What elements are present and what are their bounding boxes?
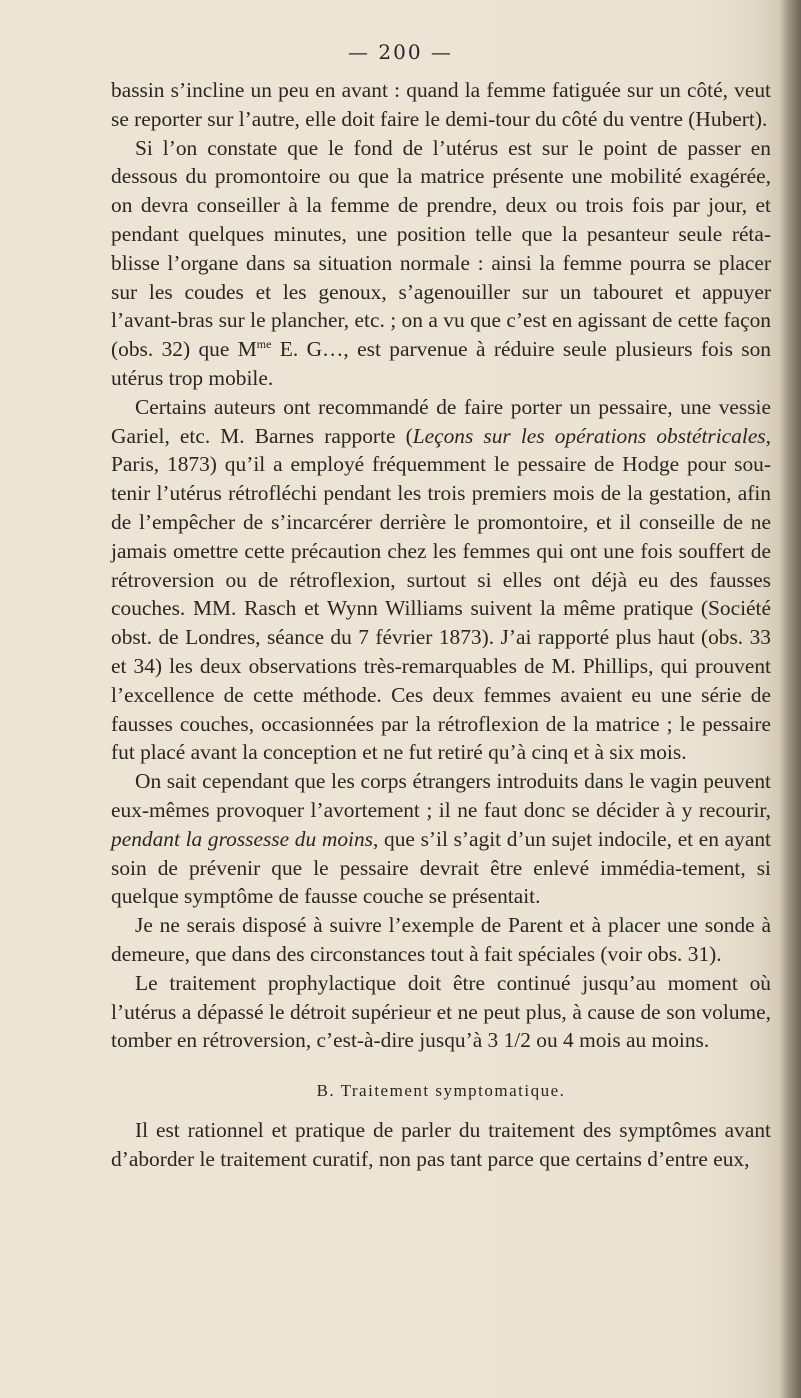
- paragraph-5: Je ne serais disposé à suivre l’exemple de Parent et à placer une sonde à demeure, que dans des circonstances tout à fait spéciales (voir obs. 31).: [111, 913, 771, 966]
- paragraph-1: bassin s’incline un peu en avant : quand la femme fatiguée sur un côté, veut se reporter sur l’autre, elle doit faire le demi-tour du côté du ventre (Hubert).: [111, 78, 771, 131]
- section-heading: B. Traitement symptomatique.: [316, 1081, 566, 1101]
- body-text: [111, 76, 771, 1173]
- paragraph-3-start: Certains auteurs ont recommandé de faire porter un pessaire, une vessie Gariel, etc. M. Barnes rapporte (: [111, 394, 771, 448]
- paragraph-2-superscript: me: [256, 337, 272, 352]
- paragraph-2-end: E. G…, est parvenue à réduire seule plusieurs fois son utérus trop mobile.: [111, 337, 772, 390]
- page-number: — 200 —: [348, 40, 453, 64]
- paragraph-4: [111, 767, 771, 911]
- paragraph-4-start: On sait cependant que les corps étrangers introduits dans le vagin peuvent eux-mêmes provoquer l’avortement ; il ne faut donc se décider à y recourir,: [111, 769, 771, 822]
- paragraph-2-text: Si l’on constate que le fond de l’utérus est sur le point de passer en dessous du promontoire ou que la matrice présente une mobilité exagérée, on devra conseiller à la femme de prendre, deux ou trois fois par jour, et pendant quelques minutes, une position telle que la pesanteur seule réta-blisse l’organe dans sa situation normale : ainsi la femme pourra se placer sur les coudes et les genoux, s’agenouiller sur un tabouret et appuyer l’avant-bras sur le plancher, etc. ; on a vu que c’est en agissant de cette façon (obs. 32) que M: [111, 135, 771, 362]
- paragraph-7: Il est rationnel et pratique de parler du traitement des symptômes avant d’aborder le traitement curatif, non pas tant parce que certains d’entre eux,: [111, 1117, 771, 1171]
- paragraph-2: [111, 134, 771, 393]
- emphasis-italic: pendant la grossesse du moins: [111, 826, 373, 851]
- paragraph-6: Le traitement prophylactique doit être continué jusqu’au moment où l’utérus a dépassé le détroit supérieur et ne peut plus, à cause de son volume, tomber en rétroversion, c’est-à-dire jusqu’à 3 1/2 ou 4 mois au moins.: [111, 970, 771, 1053]
- book-title-italic: Leçons sur les opérations obstétricales: [412, 423, 766, 448]
- page-gutter-shadow: [779, 0, 801, 1398]
- paragraph-3: [111, 393, 771, 767]
- paragraph-4-rest: , que s’il s’agit d’un sujet indocile, et en ayant soin de prévenir que le pessaire devrait être enlevé immédia-tement, si quelque symptôme de fausse couche se présentait.: [111, 826, 771, 909]
- paragraph-3-rest: , Paris, 1873) qu’il a employé fréquemment le pessaire de Hodge pour sou-tenir l’utérus rétrofléchi pendant les trois premiers mois de la gestation, afin de l’empêcher de s’incarcérer derrière le promontoire, et il conseille de ne jamais omettre cette précaution chez les femmes qui ont une fois souffert de rétroversion ou de rétroflexion, surtout si elles ont déjà eu des fausses couches. MM. Rasch et Wynn Williams suivent la même pratique (Société obst. de Londres, séance du 7 février 1873). J’ai rapporté plus haut (obs. 33 et 34) les deux observations très-remarquables de M. Phillips, qui prouvent l’excellence de cette méthode. Ces deux femmes avaient eu une série de fausses couches, occasionnées par la rétroflexion de la matrice ; le pessaire fut placé avant la conception et ne fut retiré qu’à cinq et à six mois.: [111, 423, 771, 765]
